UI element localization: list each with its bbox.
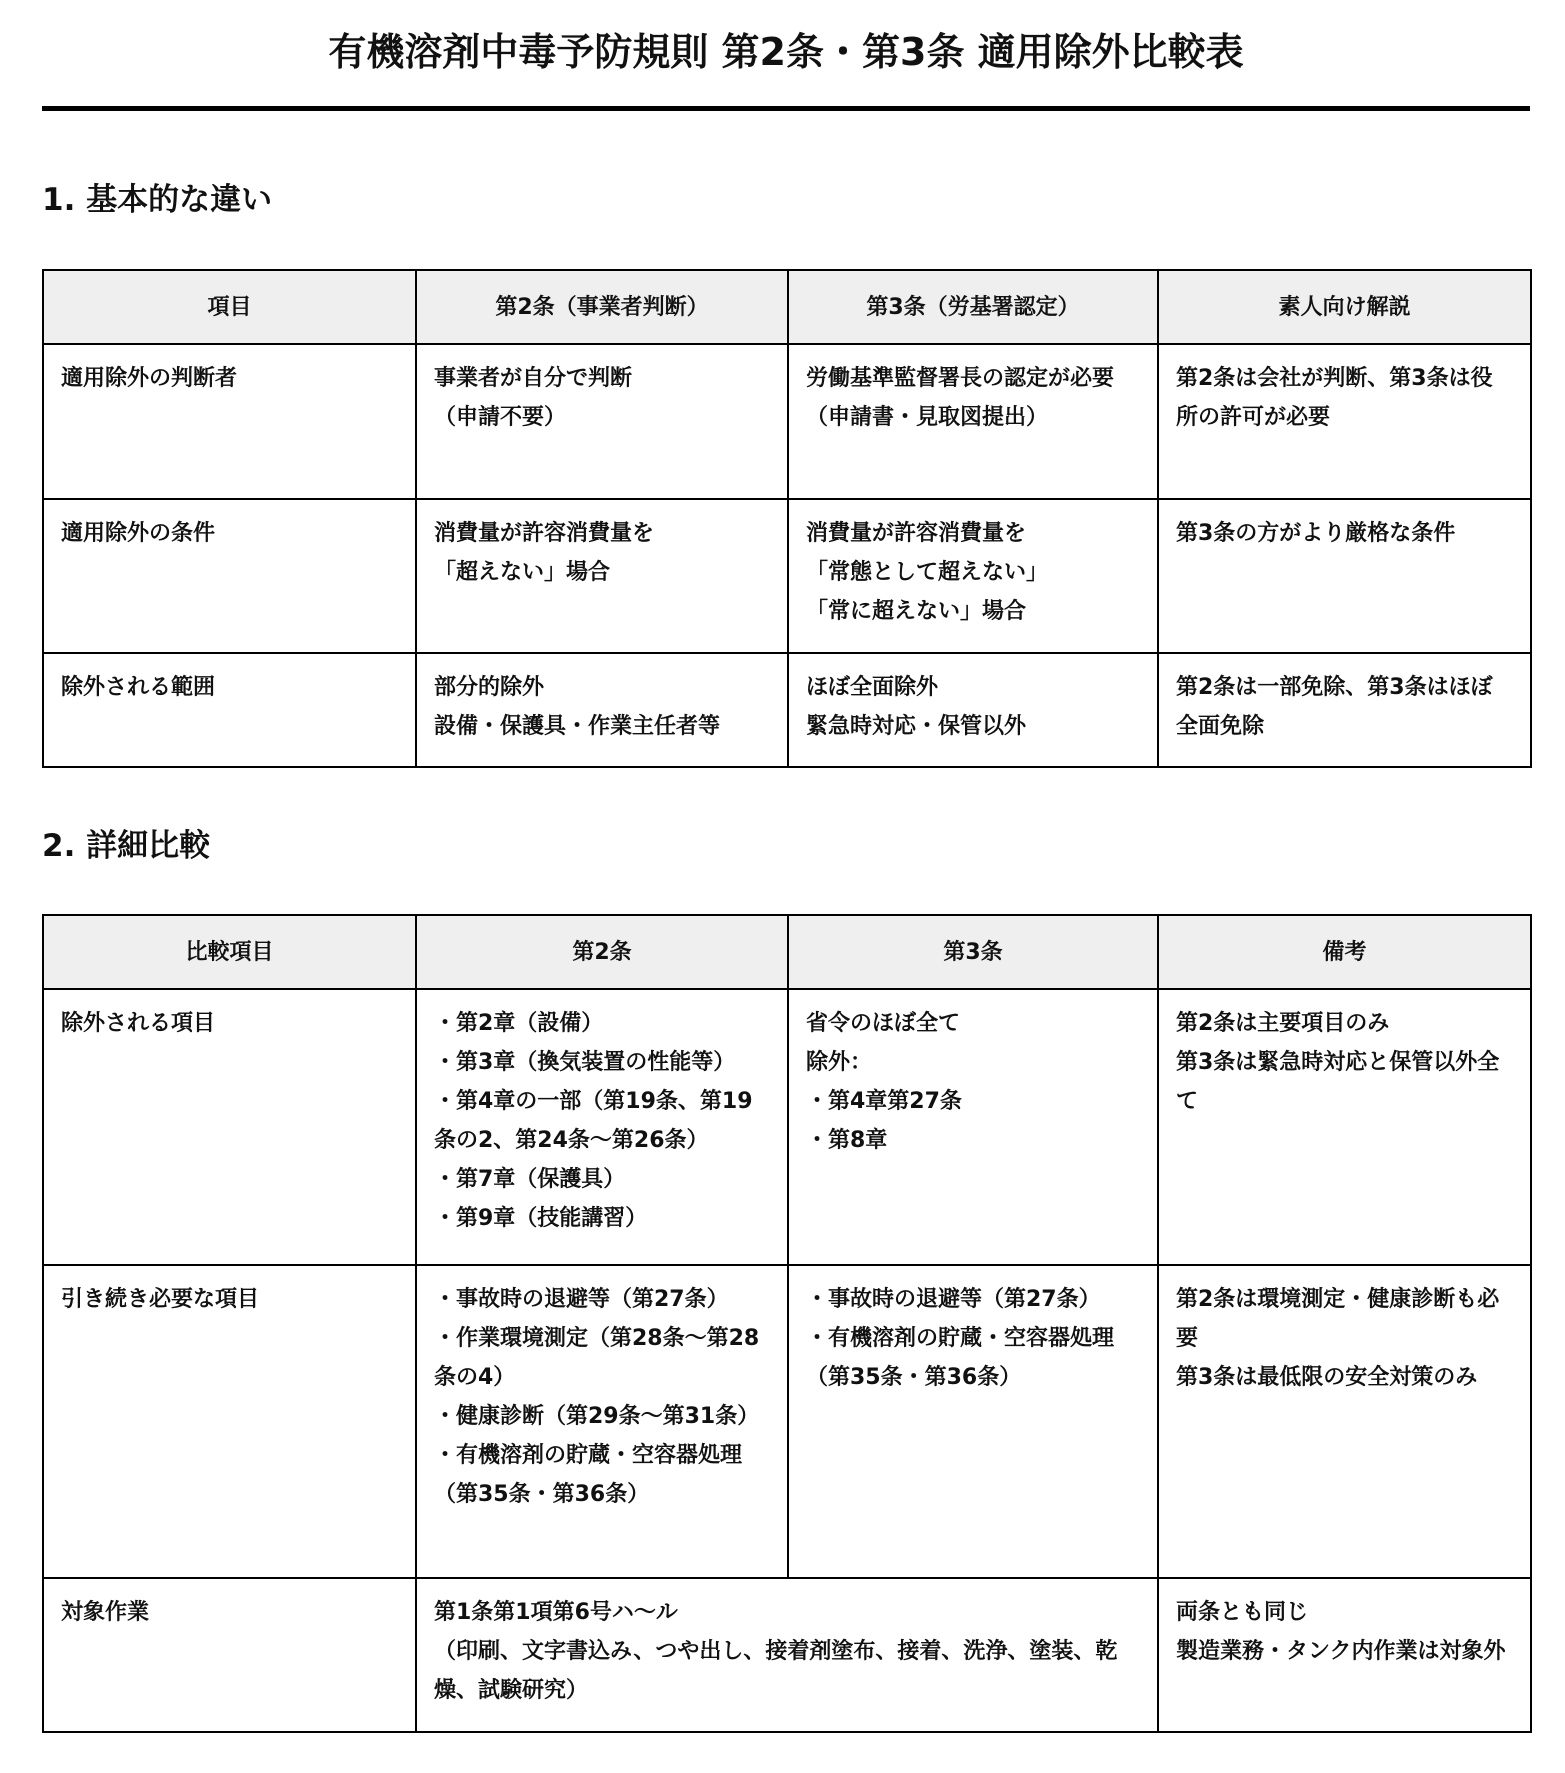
list-item: ・事故時の退避等（第27条）: [806, 1287, 1101, 1312]
row-item-cell: 除外される項目: [43, 989, 416, 1265]
row-item-cell: 適用除外の条件: [43, 499, 416, 653]
list-item: ・事故時の退避等（第27条）: [434, 1287, 729, 1312]
cell-heading: 除外：: [806, 1050, 873, 1075]
merged-articles-cell: [416, 1578, 1158, 1732]
article3-cell: [788, 653, 1158, 767]
cell-line: 第3条の方がより厳格な条件: [1176, 521, 1456, 546]
article3-cell: [788, 989, 1158, 1265]
table-row: [43, 344, 1531, 499]
cell-line: （印刷、文字書込み、つや出し、接着剤塗布、接着、洗浄、塗装、乾燥、試験研究）: [434, 1639, 1118, 1703]
column-header: 比較項目: [43, 915, 416, 989]
column-header: 第3条（労基署認定）: [788, 270, 1158, 344]
cell-line: 「常に超えない」場合: [806, 599, 1027, 624]
section2-heading: 2. 詳細比較: [42, 828, 211, 864]
column-header: 項目: [43, 270, 416, 344]
title-divider: [42, 106, 1530, 111]
article2-cell: [416, 653, 788, 767]
basic-differences-table: [42, 269, 1532, 768]
note-cell: [1158, 1578, 1531, 1732]
table-row: [43, 653, 1531, 767]
cell-line: 緊急時対応・保管以外: [806, 714, 1027, 739]
cell-line: 第3条は最低限の安全対策のみ: [1176, 1365, 1478, 1390]
article2-cell: [416, 344, 788, 499]
cell-line: 省令のほぼ全て: [806, 1011, 961, 1036]
cell-line: 設備・保護具・作業主任者等: [434, 714, 721, 739]
list-item: ・第3章（換気装置の性能等）: [434, 1050, 736, 1075]
list-item: ・第4章第27条: [806, 1089, 962, 1114]
table-header-row: [43, 915, 1531, 989]
cell-line: 労働基準監督署長の認定が必要: [806, 366, 1115, 391]
cell-line: （申請書・見取図提出）: [806, 405, 1049, 430]
cell-line: 消費量が許容消費量を: [806, 521, 1027, 546]
cell-line: 両条とも同じ: [1176, 1600, 1309, 1625]
cell-line: 第2条は会社が判断、第3条は役所の許可が必要: [1176, 366, 1493, 430]
note-cell: [1158, 989, 1531, 1265]
cell-line: 「超えない」場合: [434, 560, 611, 585]
column-header: 第2条（事業者判断）: [416, 270, 788, 344]
list-item: ・有機溶剤の貯蔵・空容器処理（第35条・第36条）: [806, 1326, 1115, 1390]
row-item-cell: 除外される範囲: [43, 653, 416, 767]
cell-line: 第1条第1項第6号ハ〜ル: [434, 1600, 678, 1625]
article3-cell: [788, 344, 1158, 499]
cell-line: 第2条は一部免除、第3条はほぼ全面免除: [1176, 675, 1493, 739]
note-cell: [1158, 1265, 1531, 1578]
cell-line: 消費量が許容消費量を: [434, 521, 655, 546]
cell-line: 第2条は環境測定・健康診断も必要: [1176, 1287, 1500, 1351]
list-item: ・第2章（設備）: [434, 1011, 604, 1036]
list-item: ・第4章の一部（第19条、第19条の2、第24条〜第26条）: [434, 1089, 753, 1153]
column-header: 第3条: [788, 915, 1158, 989]
list-item: ・第9章（技能講習）: [434, 1206, 648, 1231]
article2-cell: [416, 499, 788, 653]
cell-heading: ほぼ全面除外: [806, 675, 939, 700]
cell-line: 第2条は主要項目のみ: [1176, 1011, 1390, 1036]
cell-line: 製造業務・タンク内作業は対象外: [1176, 1639, 1506, 1664]
row-item-cell: 対象作業: [43, 1578, 416, 1732]
table-row: [43, 1578, 1531, 1732]
cell-heading: 部分的除外: [434, 675, 545, 700]
table-row: [43, 989, 1531, 1265]
article2-cell: [416, 1265, 788, 1578]
cell-line: 「常態として超えない」: [806, 560, 1049, 585]
row-item-cell: 引き続き必要な項目: [43, 1265, 416, 1578]
article3-cell: [788, 499, 1158, 653]
article3-cell: [788, 1265, 1158, 1578]
section1-heading: 1. 基本的な違い: [42, 182, 273, 218]
cell-line: 事業者が自分で判断: [434, 366, 633, 391]
article2-cell: [416, 989, 788, 1265]
list-item: ・健康診断（第29条〜第31条）: [434, 1404, 760, 1429]
document-title: 有機溶剤中毒予防規則 第2条・第3条 適用除外比較表: [328, 30, 1244, 74]
list-item: ・第7章（保護具）: [434, 1167, 626, 1192]
list-item: ・有機溶剤の貯蔵・空容器処理（第35条・第36条）: [434, 1443, 743, 1507]
table-header-row: [43, 270, 1531, 344]
detailed-comparison-table: [42, 914, 1532, 1733]
note-cell: [1158, 653, 1531, 767]
cell-line: （申請不要）: [434, 405, 567, 430]
column-header: 備考: [1158, 915, 1531, 989]
list-item: ・作業環境測定（第28条〜第28条の4）: [434, 1326, 760, 1390]
table-row: [43, 1265, 1531, 1578]
column-header: 第2条: [416, 915, 788, 989]
list-item: ・第8章: [806, 1128, 888, 1153]
row-item-cell: 適用除外の判断者: [43, 344, 416, 499]
cell-line: 第3条は緊急時対応と保管以外全て: [1176, 1050, 1500, 1114]
table-row: [43, 499, 1531, 653]
note-cell: [1158, 499, 1531, 653]
column-header: 素人向け解説: [1158, 270, 1531, 344]
note-cell: [1158, 344, 1531, 499]
